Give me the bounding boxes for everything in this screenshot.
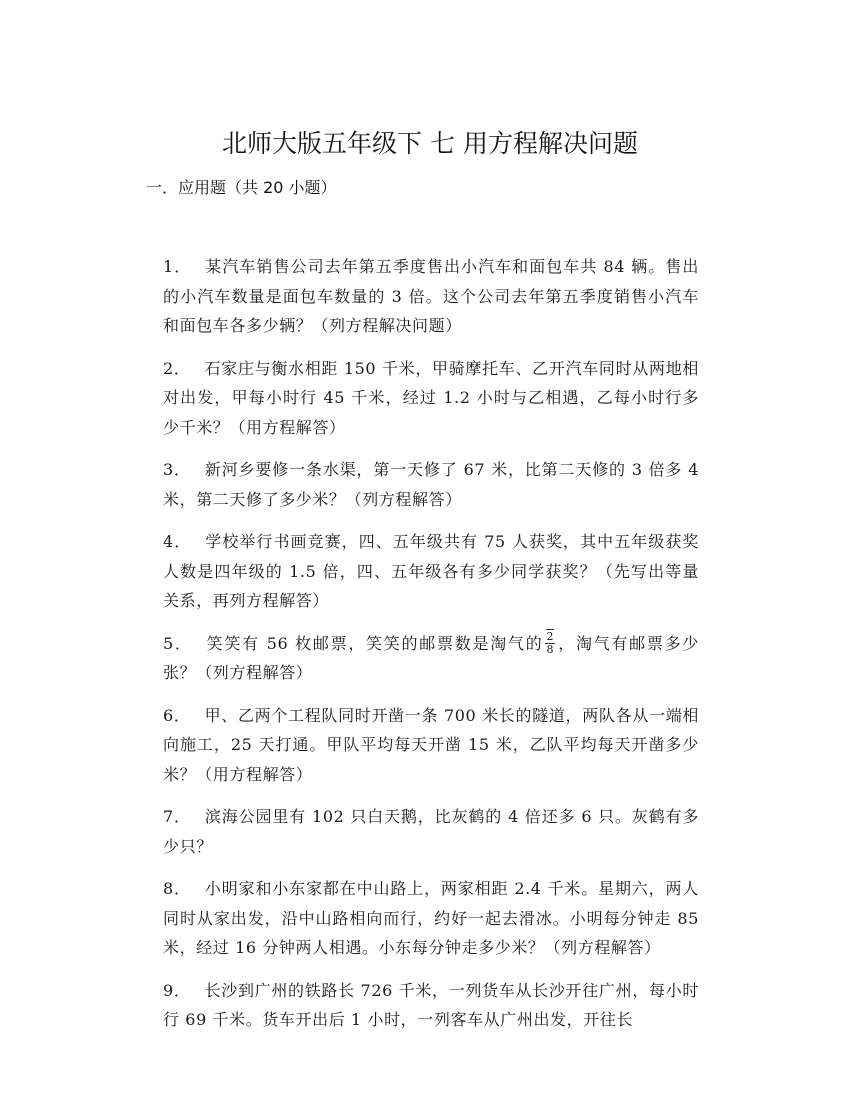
problem-4 — [163, 527, 699, 616]
problem-text-after: ，淘气有邮票多少张？（列方程解答） — [163, 633, 699, 682]
problem-1 — [163, 252, 699, 341]
problem-text: 小明家和小东家都在中山路上，两家相距 2.4 千米。星期六，两人同时从家出发，沿中山路相向而行，约好一起去滑冰。小明每分钟走 85 米，经过 16 分钟两人相遇。小东每分钟走多少米？（列方程解答） — [163, 879, 699, 957]
problem-6 — [163, 701, 699, 790]
problem-text: 甲、乙两个工程队同时开凿一条 700 米长的隧道，两队各从一端相向施工，25 天打通。甲队平均每天开凿 15 米，乙队平均每天开凿多少米？（用方程解答） — [163, 705, 699, 784]
problem-number: 6． — [163, 705, 191, 725]
fraction-numerator: 2 — [546, 629, 555, 643]
problem-text: 石家庄与衡水相距 150 千米，甲骑摩托车、乙开汽车同时从两地相对出发，甲每小时行 45 千米，经过 1.2 小时与乙相遇，乙每小时行多少千米？（用方程解答） — [163, 358, 699, 437]
document-title: 北师大版五年级下 七 用方程解决问题 — [222, 129, 638, 158]
problem-9 — [163, 976, 699, 1035]
fraction — [545, 629, 555, 656]
problem-list — [163, 252, 699, 1048]
fraction-denominator: 8 — [546, 642, 555, 656]
problem-text: 学校举行书画竞赛，四、五年级共有 75 人获奖，其中五年级获奖人数是四年级的 1.5 倍，四、五年级各有多少同学获奖？（先写出等量关系，再列方程解答） — [163, 532, 699, 610]
problem-number: 4． — [163, 532, 192, 551]
problem-8 — [163, 874, 699, 963]
problem-number: 5． — [163, 633, 193, 653]
problem-number: 3． — [163, 460, 191, 479]
problem-5 — [163, 629, 699, 688]
problem-number: 2． — [163, 358, 191, 378]
problem-number: 9． — [163, 980, 191, 1000]
problem-text-before: 笑笑有 56 枚邮票，笑笑的邮票数是淘气的 — [206, 633, 544, 653]
problem-text: 新河乡要修一条水渠，第一天修了 67 米，比第二天修的 3 倍多 4 米，第二天修了多少米？（列方程解答） — [163, 460, 699, 509]
problem-3 — [163, 455, 699, 514]
problem-2 — [163, 354, 699, 443]
problem-number: 1． — [163, 257, 192, 276]
problem-7 — [163, 802, 699, 861]
section-heading: 一．应用题（共 20 小题） — [146, 178, 337, 197]
problem-number: 8． — [163, 879, 191, 898]
problem-text: 某汽车销售公司去年第五季度售出小汽车和面包车共 84 辆。售出的小汽车数量是面包车数量的 3 倍。这个公司去年第五季度销售小汽车和面包车各多少辆？（列方程解决问题） — [163, 257, 699, 335]
problem-text: 长沙到广州的铁路长 726 千米，一列货车从长沙开往广州，每小时行 69 千米。货车开出后 1 小时，一列客车从广州出发，开往长 — [163, 980, 699, 1029]
problem-text: 滨海公园里有 102 只白天鹅，比灰鹤的 4 倍还多 6 只。灰鹤有多少只？ — [163, 807, 699, 856]
problem-number: 7． — [163, 807, 191, 826]
